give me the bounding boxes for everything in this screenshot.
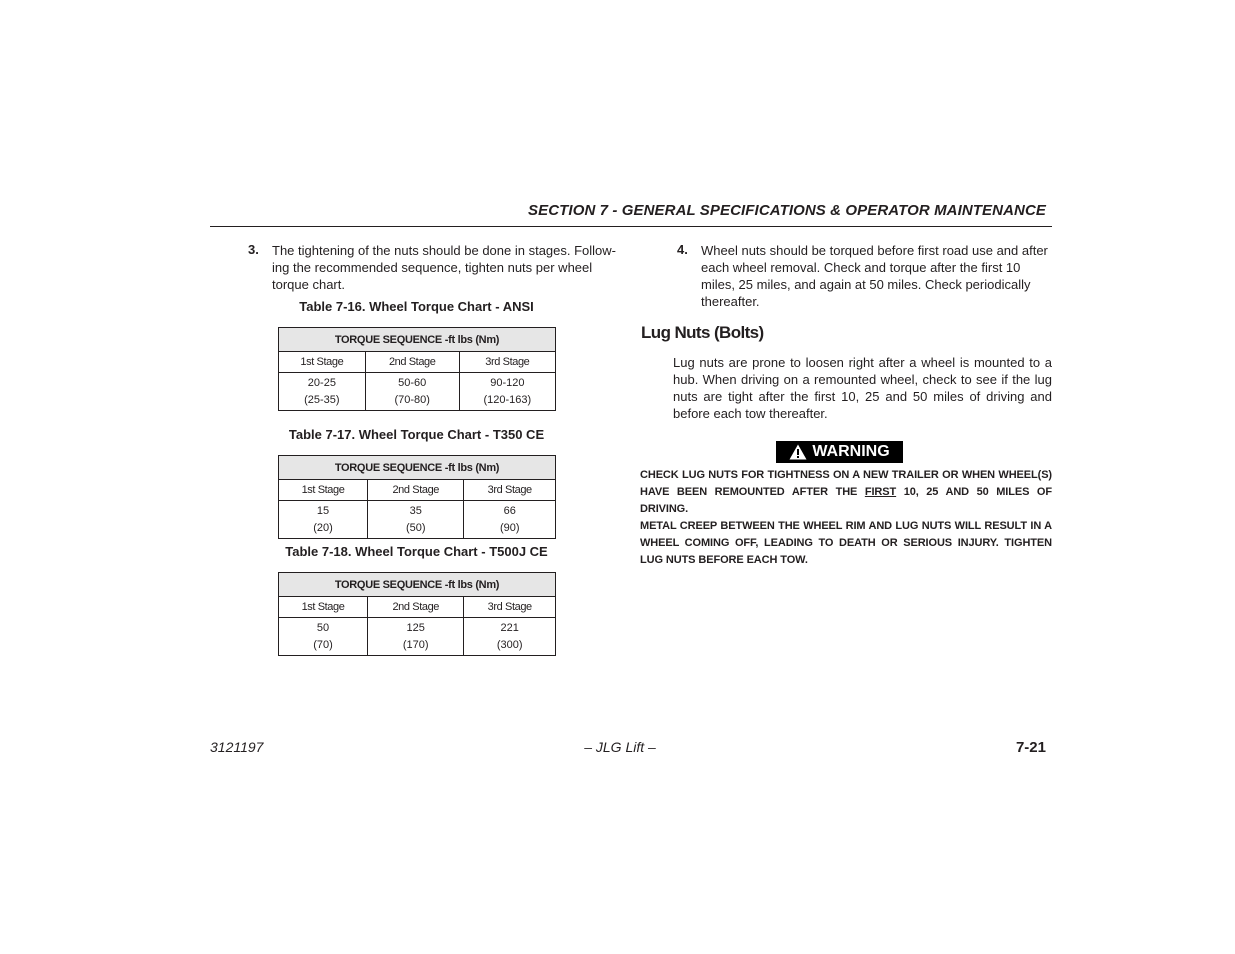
table-7-16-caption: Table 7-16. Wheel Torque Chart - ANSI: [299, 299, 534, 314]
torque-table-t350-ce: [278, 455, 556, 539]
stage-label: 2nd Stage: [365, 352, 459, 373]
value-ftlbs: 125: [406, 621, 425, 634]
lug-nuts-heading: Lug Nuts (Bolts): [641, 323, 764, 342]
stage-label: 1st Stage: [279, 597, 368, 618]
warning-banner: [776, 441, 903, 463]
torque-value-cell: [279, 373, 366, 411]
torque-value-cell: [279, 501, 368, 539]
warning-text-part: 10, 25 AND 50 MILES OF DRIVING.: [640, 486, 1052, 515]
stage-label: 2nd Stage: [368, 480, 464, 501]
warning-text-2: METAL CREEP BETWEEN THE WHEEL RIM AND LUG NUTS WILL RESULT IN A WHEEL COMING OFF, LEADING TO DEATH OR SERIOUS INJURY. TIGHTEN LUG NUTS BEFORE EACH TOW.: [640, 520, 1052, 566]
value-ftlbs: 221: [500, 621, 519, 634]
stage-label: 1st Stage: [279, 352, 366, 373]
value-nm: (25-35): [304, 393, 340, 406]
doc-number: 3121197: [210, 739, 264, 755]
warning-text-1: [640, 467, 1052, 518]
step-3-text: The tightening of the nuts should be done in stages. Follow-ing the recommended sequence, tighten nuts per wheel torque chart.: [272, 243, 616, 292]
step-4-text: Wheel nuts should be torqued before first road use and after each wheel removal. Check and torque after the first 10 miles, 25 miles, and again at 50 miles. Check periodically thereafter.: [701, 243, 1048, 309]
warning-triangle-icon: [789, 444, 807, 460]
value-nm: (70-80): [394, 393, 430, 406]
stage-label: 3rd Stage: [464, 480, 556, 501]
table-7-17-caption: Table 7-17. Wheel Torque Chart - T350 CE: [288, 427, 545, 442]
value-ftlbs: 20-25: [307, 376, 336, 389]
stage-label: 3rd Stage: [464, 597, 556, 618]
value-ftlbs: 90-120: [490, 376, 525, 389]
torque-value-cell: [464, 501, 556, 539]
value-ftlbs: 15: [316, 504, 330, 517]
value-ftlbs: 50: [316, 621, 330, 634]
table-header: TORQUE SEQUENCE -ft lbs (Nm): [279, 328, 556, 352]
value-nm: (20): [313, 521, 333, 534]
value-ftlbs: 35: [409, 504, 422, 517]
warning-label: WARNING: [812, 443, 890, 460]
stage-label: 3rd Stage: [459, 352, 555, 373]
torque-table-t500j-ce: [278, 572, 556, 656]
warning-text-part: CHECK LUG NUTS FOR TIGHTNESS ON A NEW TRAILER OR WHEN WHEEL(S) HAVE BEEN REMOUNTED AFTER THE: [640, 469, 1052, 498]
header-rule: [210, 226, 1052, 227]
value-nm: (50): [405, 521, 426, 534]
section-title: SECTION 7 - GENERAL SPECIFICATIONS & OPERATOR MAINTENANCE: [528, 202, 1046, 219]
step-3-number: 3.: [248, 242, 259, 257]
value-nm: (170): [402, 638, 429, 651]
torque-value-cell: [368, 618, 464, 656]
value-nm: (120-163): [483, 393, 532, 406]
value-ftlbs: 50-60: [398, 376, 427, 389]
step-4-number: 4.: [677, 242, 688, 257]
torque-value-cell: [368, 501, 464, 539]
value-nm: (300): [496, 638, 523, 651]
page-number: 7-21: [1015, 739, 1046, 756]
torque-value-cell: [365, 373, 459, 411]
value-nm: (90): [499, 521, 520, 534]
warning-emphasis: FIRST: [864, 486, 897, 498]
value-nm: (70): [313, 638, 333, 651]
lug-nuts-paragraph: Lug nuts are prone to loosen right after a wheel is mounted to a hub. When driving on a remounted wheel, check to see if the lug nuts are tight after the first 10, 25 and 50 miles of driving and before each tow thereafter.: [673, 355, 1052, 421]
table-header: TORQUE SEQUENCE -ft lbs (Nm): [279, 456, 556, 480]
torque-value-cell: [459, 373, 555, 411]
torque-table-ansi: [278, 327, 556, 411]
footer-brand: – JLG Lift –: [584, 739, 656, 755]
table-header: TORQUE SEQUENCE -ft lbs (Nm): [279, 573, 556, 597]
torque-value-cell: [279, 618, 368, 656]
stage-label: 2nd Stage: [368, 597, 464, 618]
value-ftlbs: 66: [503, 504, 516, 517]
torque-value-cell: [464, 618, 556, 656]
stage-label: 1st Stage: [279, 480, 368, 501]
table-7-18-caption: Table 7-18. Wheel Torque Chart - T500J CE: [285, 544, 548, 559]
